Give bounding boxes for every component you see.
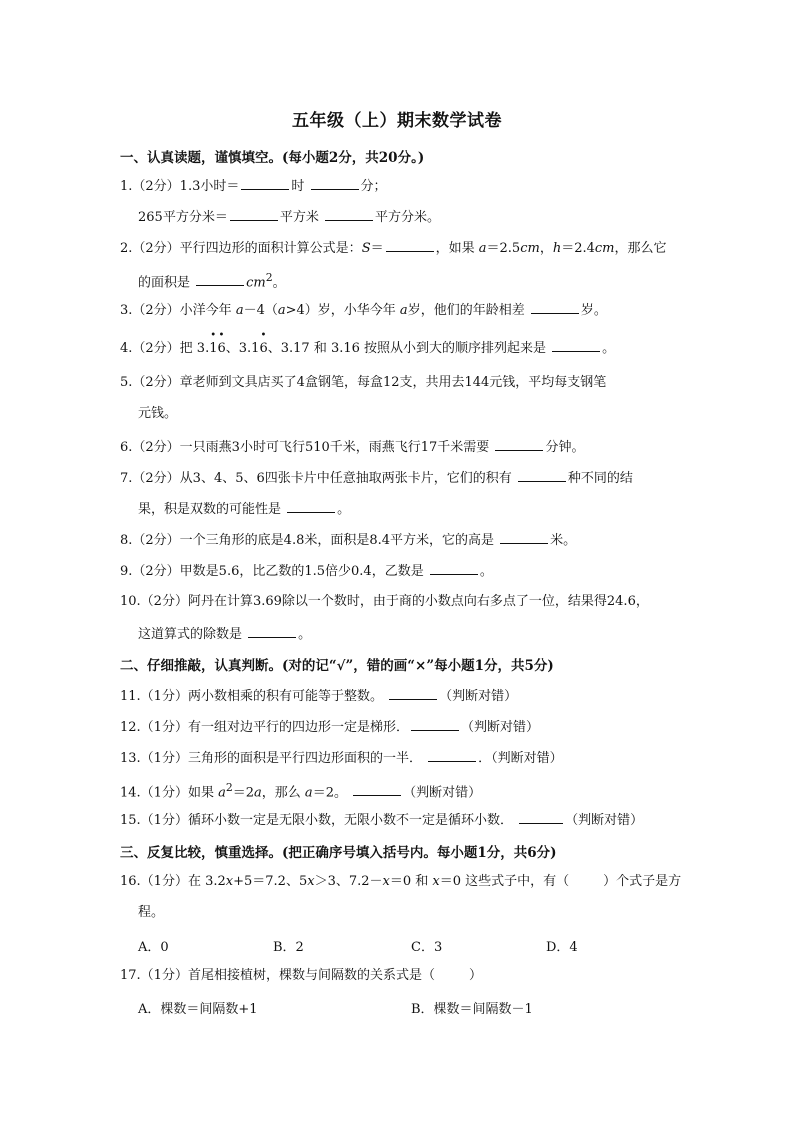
answer-blank[interactable] bbox=[241, 176, 289, 190]
option-b[interactable]: B．棵数＝间隔数－1 bbox=[411, 1002, 533, 1017]
answer-blank[interactable] bbox=[325, 207, 373, 221]
answer-blank[interactable] bbox=[531, 300, 579, 314]
option-d[interactable]: D．4 bbox=[546, 940, 578, 955]
repeat-dot-icon: • bbox=[210, 330, 217, 341]
question-14: 14.（1分）如果 $a^2=2a$，那么 a＝2。 （判断对错） bbox=[120, 781, 482, 801]
question-16-line-2: 程。 bbox=[138, 905, 165, 920]
answer-blank[interactable] bbox=[196, 272, 244, 286]
answer-blank[interactable] bbox=[389, 686, 437, 700]
question-13: 13.（1分）三角形的面积是平行四边形面积的一半． ．（判断对错） bbox=[120, 748, 563, 768]
question-7-line-2: 果，积是双数的可能性是 。 bbox=[138, 499, 350, 519]
option-b[interactable]: B．2 bbox=[273, 940, 304, 955]
question-12: 12.（1分）有一组对边平行的四边形一定是梯形． （判断对错） bbox=[120, 717, 539, 737]
repeat-dot-icon: • bbox=[260, 330, 267, 341]
question-5-line-2: 元钱。 bbox=[138, 406, 178, 421]
question-10-line-2: 这道算式的除数是 。 bbox=[138, 624, 311, 644]
question-7: 7.（2分）从3、4、5、6四张卡片中任意抽取两张卡片，它们的积有 种不同的结 bbox=[120, 468, 633, 488]
question-16: 16.（1分）在 3.2x+5＝7.2、5x＞3、7.2－x＝0 和 x＝0 这些式子中，有（ ）个式子是方 bbox=[120, 874, 682, 889]
answer-blank[interactable] bbox=[428, 748, 476, 762]
section-heading-3: 三、反复比较，慎重选择。(把正确序号填入括号内。每小题1分，共6分) bbox=[120, 845, 557, 861]
answer-blank[interactable] bbox=[500, 530, 548, 544]
question-15: 15.（1分）循环小数一定是无限小数，无限小数不一定是循环小数． （判断对错） bbox=[120, 810, 643, 830]
question-11: 11.（1分）两小数相乘的积有可能等于整数。 （判断对错） bbox=[120, 686, 517, 706]
section-heading-2: 二、仔细推敲，认真判断。(对的记“√”，错的画“×”每小题1分，共5分) bbox=[120, 658, 554, 674]
question-17: 17.（1分）首尾相接植树，棵数与间隔数的关系式是（ ） bbox=[120, 968, 482, 983]
option-a[interactable]: A．0 bbox=[138, 940, 169, 955]
answer-blank[interactable] bbox=[230, 207, 278, 221]
repeating-digit: • 6 bbox=[217, 330, 226, 356]
repeating-digit: • 6 bbox=[259, 330, 268, 356]
question-9: 9.（2分）甲数是5.6，比乙数的1.5倍少0.4，乙数是 。 bbox=[120, 561, 493, 581]
repeat-dot-icon: • bbox=[218, 330, 225, 341]
answer-blank[interactable] bbox=[519, 810, 563, 824]
answer-blank[interactable] bbox=[495, 437, 543, 451]
answer-blank[interactable] bbox=[311, 176, 359, 190]
answer-blank[interactable] bbox=[287, 499, 335, 513]
question-4: 4.（2分）把 3. • 1 • 6、3.1 • 6、3.17 和 3.16 按照从小到大的顺序排列起来是 。 bbox=[120, 330, 616, 356]
option-a[interactable]: A．棵数＝间隔数+1 bbox=[138, 1002, 258, 1017]
option-c[interactable]: C．3 bbox=[411, 940, 443, 955]
answer-blank[interactable] bbox=[386, 238, 434, 252]
question-10: 10.（2分）阿丹在计算3.69除以一个数时，由于商的小数点向右多点了一位，结果得24.6， bbox=[120, 594, 649, 609]
answer-blank[interactable] bbox=[430, 561, 478, 575]
answer-blank[interactable] bbox=[552, 338, 600, 352]
question-1-line-2: 265平方分米＝ 平方米 平方分米。 bbox=[138, 207, 440, 227]
question-5: 5.（2分）章老师到文具店买了4盒钢笔，每盒12支，共用去144元钱，平均每支钢笔 bbox=[120, 375, 607, 390]
question-3: 3.（2分）小洋今年 a－4（a>4）岁，小华今年 a岁，他们的年龄相差 岁。 bbox=[120, 300, 607, 320]
question-8: 8.（2分）一个三角形的底是4.8米，面积是8.4平方米，它的高是 米。 bbox=[120, 530, 576, 550]
answer-blank[interactable] bbox=[353, 782, 401, 796]
answer-blank[interactable] bbox=[518, 468, 566, 482]
question-1: 1.（2分）1.3小时＝ 时 分； bbox=[120, 176, 387, 196]
section-heading-1: 一、认真读题，谨慎填空。(每小题2分，共20分。) bbox=[120, 150, 425, 166]
question-2: 2.（2分）平行四边形的面积计算公式是：S＝ ，如果 a＝2.5cm，h＝2.4cm，那么它 bbox=[120, 238, 667, 258]
question-6: 6.（2分）一只雨燕3小时可飞行510千米，雨燕飞行17千米需要 分钟。 bbox=[120, 437, 584, 457]
answer-blank[interactable] bbox=[411, 717, 459, 731]
question-2-line-2: 的面积是 $cm^2$。 bbox=[138, 271, 286, 291]
page-title: 五年级（上）期末数学试卷 bbox=[292, 111, 502, 131]
answer-blank[interactable] bbox=[248, 624, 296, 638]
repeating-digit: • 1 bbox=[209, 330, 218, 356]
